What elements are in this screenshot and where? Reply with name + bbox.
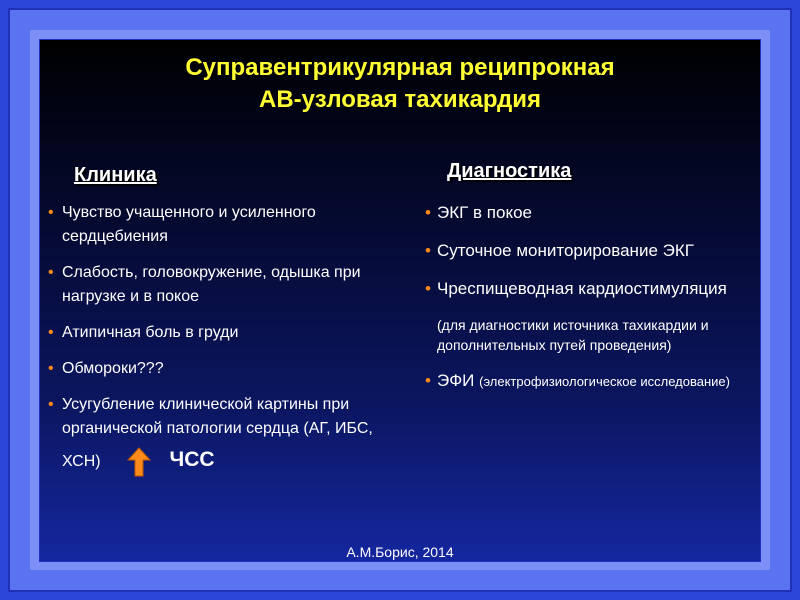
efi-detail: (электрофизиологическое исследование) bbox=[479, 374, 730, 389]
bullet-icon: • bbox=[48, 264, 54, 281]
title-line-1: Суправентрикулярная реципрокная bbox=[185, 54, 615, 81]
list-item: • ЭФИ (электрофизиологическое исследование) bbox=[425, 369, 765, 394]
clinic-heading: Клиника bbox=[74, 164, 157, 186]
list-item: • Чувство учащенного и усиленного сердцебиения bbox=[48, 201, 378, 249]
list-item: • Атипичная боль в груди bbox=[48, 321, 378, 345]
slide-title bbox=[0, 52, 800, 116]
bullet-icon: • bbox=[48, 396, 54, 413]
bullet-icon: • bbox=[425, 279, 431, 298]
bullet-icon: • bbox=[425, 241, 431, 260]
list-item: • Чреспищеводная кардиостимуляция bbox=[425, 277, 765, 301]
bullet-icon: • bbox=[48, 324, 54, 341]
heart-rate-label: ЧСС bbox=[169, 448, 215, 472]
list-item: • Обмороки??? bbox=[48, 357, 378, 381]
list-item: • Суточное мониторирование ЭКГ bbox=[425, 239, 765, 263]
list-item-last-line: ХСН) ЧСС bbox=[62, 447, 215, 477]
clinic-list bbox=[48, 201, 378, 489]
list-item: • Слабость, головокружение, одышка при нагрузке и в покое bbox=[48, 261, 378, 309]
up-arrow-icon bbox=[127, 447, 151, 477]
slide-footer: А.М.Борис, 2014 bbox=[346, 544, 454, 560]
diagnostics-note: (для диагностики источника тахикардии и дополнительных путей проведения) bbox=[437, 317, 709, 353]
list-item: • ЭКГ в покое bbox=[425, 201, 765, 225]
diagnostics-list bbox=[425, 201, 765, 408]
bullet-icon: • bbox=[48, 360, 54, 377]
bullet-icon: • bbox=[48, 204, 54, 221]
title-line-2: АВ-узловая тахикардия bbox=[259, 86, 541, 113]
list-item: • Усугубление клинической картины при органической патологии сердца (АГ, ИБС, ХСН) ЧСС bbox=[48, 393, 378, 477]
bullet-icon: • bbox=[425, 371, 431, 390]
diagnostics-heading: Диагностика bbox=[447, 160, 572, 182]
bullet-icon: • bbox=[425, 203, 431, 222]
